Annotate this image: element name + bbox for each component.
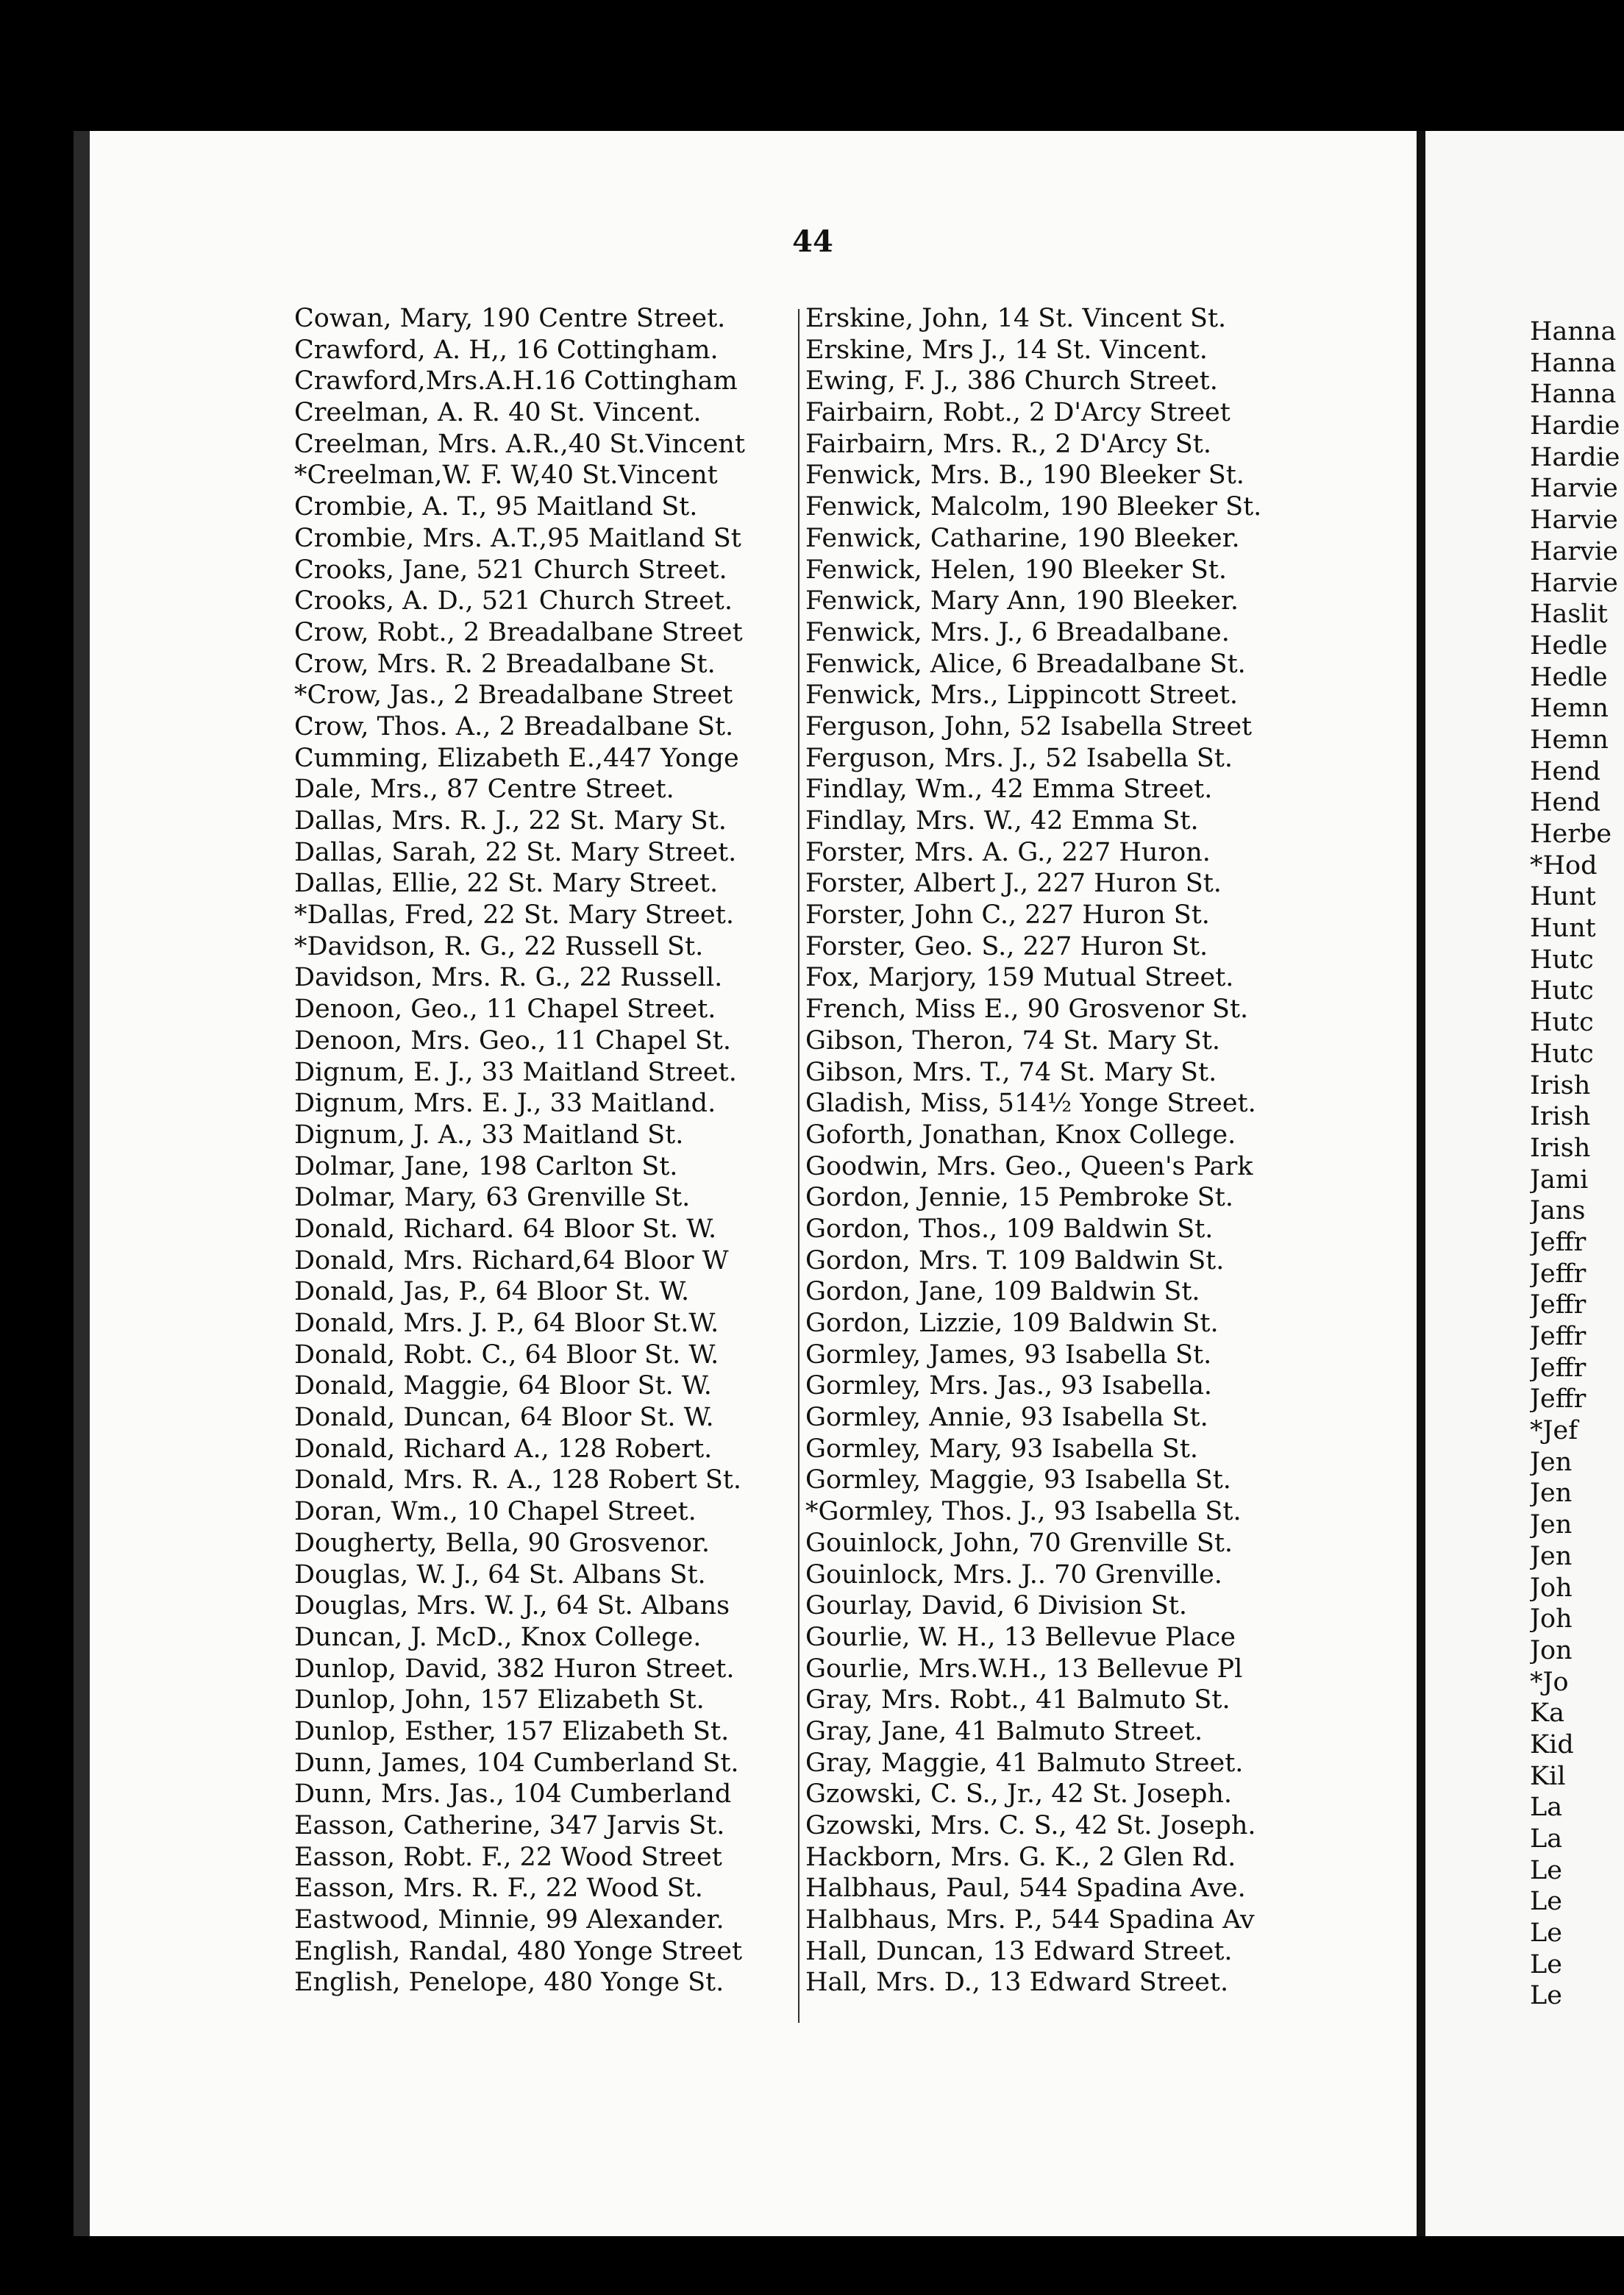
directory-entry: Le — [1530, 1855, 1562, 1885]
directory-entry: Gray, Mrs. Robt., 41 Balmuto St. — [805, 1685, 1231, 1715]
directory-entry: Fenwick, Catharine, 190 Bleeker. — [805, 523, 1240, 553]
directory-entry: Gourlay, David, 6 Division St. — [805, 1591, 1187, 1621]
directory-entry: Goodwin, Mrs. Geo., Queen's Park — [805, 1151, 1253, 1181]
directory-entry: Crow, Robt., 2 Breadalbane Street — [294, 617, 743, 647]
directory-entry: Ferguson, Mrs. J., 52 Isabella St. — [805, 743, 1233, 773]
page-number: 44 — [792, 224, 833, 259]
directory-entry: Douglas, W. J., 64 St. Albans St. — [294, 1559, 706, 1590]
directory-entry: Erskine, John, 14 St. Vincent St. — [805, 304, 1227, 333]
directory-entry: Halbhaus, Mrs. P., 544 Spadina Av — [805, 1905, 1255, 1935]
directory-entry: Dignum, J. A., 33 Maitland St. — [294, 1120, 684, 1150]
directory-entry: Gormley, Annie, 93 Isabella St. — [805, 1403, 1208, 1433]
directory-entry: Hedle — [1530, 662, 1608, 692]
directory-entry: Hunt — [1530, 914, 1596, 944]
directory-entry: Jen — [1530, 1447, 1573, 1477]
directory-entry: Gordon, Jane, 109 Baldwin St. — [805, 1277, 1200, 1307]
directory-entry: French, Miss E., 90 Grosvenor St. — [805, 995, 1249, 1025]
directory-entry: Fenwick, Mrs., Lippincott Street. — [805, 680, 1239, 711]
directory-entry: Fox, Marjory, 159 Mutual Street. — [805, 963, 1234, 993]
directory-entry: *Davidson, R. G., 22 Russell St. — [294, 931, 704, 961]
directory-entry: Easson, Catherine, 347 Jarvis St. — [294, 1811, 725, 1840]
directory-entry: Kid — [1530, 1729, 1574, 1760]
directory-entry: Hutc — [1530, 1039, 1594, 1069]
directory-entry: Jeffr — [1530, 1227, 1586, 1257]
directory-entry: Douglas, Mrs. W. J., 64 St. Albans — [294, 1591, 730, 1621]
directory-entry: Harvie — [1530, 474, 1618, 504]
directory-entry: Gormley, Maggie, 93 Isabella St. — [805, 1465, 1231, 1495]
directory-entry: Joh — [1530, 1573, 1573, 1603]
directory-entry: Jeffr — [1530, 1384, 1586, 1415]
directory-entry: Cowan, Mary, 190 Centre Street. — [294, 304, 726, 333]
directory-entry: La — [1530, 1824, 1563, 1854]
directory-entry: Forster, John C., 227 Huron St. — [805, 900, 1210, 931]
directory-entry: Dougherty, Bella, 90 Grosvenor. — [294, 1528, 710, 1558]
directory-entry: Jeffr — [1530, 1322, 1586, 1351]
directory-entry: Dunn, James, 104 Cumberland St. — [294, 1748, 739, 1778]
directory-entry: Dunn, Mrs. Jas., 104 Cumberland — [294, 1779, 732, 1810]
directory-entry: Fenwick, Malcolm, 190 Bleeker St. — [805, 492, 1262, 522]
directory-entry: Fairbairn, Robt., 2 D'Arcy Street — [805, 398, 1231, 428]
directory-entry: Irish — [1530, 1102, 1591, 1132]
directory-entry: Fenwick, Mrs. J., 6 Breadalbane. — [805, 617, 1230, 647]
directory-entry: Denoon, Mrs. Geo., 11 Chapel St. — [294, 1025, 731, 1056]
directory-entry: Jans — [1530, 1196, 1586, 1226]
directory-entry: Donald, Mrs. J. P., 64 Bloor St.W. — [294, 1309, 719, 1338]
directory-entry: Dunlop, David, 382 Huron Street. — [294, 1654, 735, 1684]
directory-entry: Dignum, E. J., 33 Maitland Street. — [294, 1057, 737, 1087]
directory-entry: English, Penelope, 480 Yonge St. — [294, 1968, 724, 1998]
directory-entry: Gouinlock, John, 70 Grenville St. — [805, 1528, 1233, 1558]
directory-entry: Le — [1530, 1887, 1562, 1917]
directory-entry: Creelman, Mrs. A.R.,40 St.Vincent — [294, 429, 745, 459]
directory-entry: Hutc — [1530, 944, 1594, 975]
directory-column-right-page — [1530, 316, 1624, 2012]
directory-entry: Forster, Albert J., 227 Huron St. — [805, 869, 1222, 899]
directory-entry: Donald, Richard. 64 Bloor St. W. — [294, 1214, 717, 1244]
directory-entry: Jen — [1530, 1541, 1573, 1571]
directory-entry: Gormley, Mrs. Jas., 93 Isabella. — [805, 1371, 1213, 1401]
directory-entry: Forster, Mrs. A. G., 227 Huron. — [805, 837, 1211, 867]
directory-entry: Donald, Mrs. R. A., 128 Robert St. — [294, 1465, 741, 1495]
directory-entry: Hend — [1530, 788, 1601, 818]
directory-entry: Crooks, Jane, 521 Church Street. — [294, 555, 727, 585]
directory-column-left — [294, 303, 798, 1999]
directory-entry: Dallas, Mrs. R. J., 22 St. Mary St. — [294, 806, 727, 836]
directory-entry: Fenwick, Mrs. B., 190 Bleeker St. — [805, 460, 1244, 491]
directory-entry: Ewing, F. J., 386 Church Street. — [805, 366, 1218, 396]
directory-entry: *Jef — [1530, 1416, 1578, 1446]
directory-entry: Ferguson, John, 52 Isabella Street — [805, 711, 1253, 741]
directory-entry: Dolmar, Jane, 198 Carlton St. — [294, 1151, 678, 1181]
directory-entry: Gibson, Mrs. T., 74 St. Mary St. — [805, 1057, 1217, 1087]
directory-entry: Easson, Robt. F., 22 Wood Street — [294, 1842, 722, 1872]
directory-entry: Hemn — [1530, 725, 1609, 755]
directory-entry: Eastwood, Minnie, 99 Alexander. — [294, 1905, 724, 1935]
directory-entry: Hardie — [1530, 411, 1620, 441]
directory-entry: Easson, Mrs. R. F., 22 Wood St. — [294, 1874, 703, 1904]
directory-entry: Donald, Mrs. Richard,64 Bloor W — [294, 1245, 729, 1275]
directory-entry: Hend — [1530, 756, 1601, 786]
directory-entry: Ka — [1530, 1698, 1565, 1729]
directory-entry: Haslit — [1530, 599, 1608, 630]
directory-entry: Hanna — [1530, 348, 1617, 378]
directory-entry: Hemn — [1530, 694, 1609, 724]
directory-entry: Fairbairn, Mrs. R., 2 D'Arcy St. — [805, 429, 1211, 459]
directory-entry: Hardie — [1530, 442, 1620, 472]
directory-entry: Gordon, Jennie, 15 Pembroke St. — [805, 1183, 1233, 1213]
directory-entry: Crow, Thos. A., 2 Breadalbane St. — [294, 711, 734, 741]
directory-entry: Donald, Richard A., 128 Robert. — [294, 1434, 713, 1464]
directory-entry: Crow, Mrs. R. 2 Breadalbane St. — [294, 649, 716, 679]
directory-entry: Cumming, Elizabeth E.,447 Yonge — [294, 743, 739, 773]
directory-entry: Hall, Duncan, 13 Edward Street. — [805, 1936, 1233, 1966]
directory-entry: Dale, Mrs., 87 Centre Street. — [294, 775, 674, 805]
directory-entry: Gzowski, C. S., Jr., 42 St. Joseph. — [805, 1779, 1233, 1810]
directory-entry: Jeffr — [1530, 1353, 1586, 1383]
directory-entry: Findlay, Wm., 42 Emma Street. — [805, 775, 1213, 805]
directory-entry: *Crow, Jas., 2 Breadalbane Street — [294, 680, 733, 711]
directory-entry: Fenwick, Alice, 6 Breadalbane St. — [805, 649, 1246, 679]
directory-entry: Hanna — [1530, 317, 1617, 346]
directory-entry: Gormley, James, 93 Isabella St. — [805, 1339, 1212, 1370]
directory-entry: Erskine, Mrs J., 14 St. Vincent. — [805, 335, 1208, 365]
directory-entry: Gordon, Thos., 109 Baldwin St. — [805, 1214, 1214, 1244]
directory-entry: Donald, Robt. C., 64 Bloor St. W. — [294, 1339, 719, 1370]
directory-entry: Hutc — [1530, 1008, 1594, 1038]
directory-entry: *Hod — [1530, 850, 1598, 880]
directory-column-middle — [805, 303, 1313, 1999]
directory-entry: Hall, Mrs. D., 13 Edward Street. — [805, 1968, 1229, 1998]
directory-entry: Fenwick, Mary Ann, 190 Bleeker. — [805, 586, 1239, 616]
directory-entry: Dunlop, Esther, 157 Elizabeth St. — [294, 1716, 730, 1746]
directory-entry: Hunt — [1530, 882, 1596, 912]
directory-entry: Kil — [1530, 1761, 1566, 1791]
directory-entry: Dunlop, John, 157 Elizabeth St. — [294, 1685, 705, 1715]
directory-entry: Creelman, A. R. 40 St. Vincent. — [294, 398, 702, 428]
column-divider — [798, 309, 799, 2023]
directory-entry: Dallas, Sarah, 22 St. Mary Street. — [294, 837, 737, 867]
directory-entry: Hutc — [1530, 976, 1594, 1006]
directory-entry: Donald, Maggie, 64 Bloor St. W. — [294, 1371, 712, 1401]
directory-entry: Doran, Wm., 10 Chapel Street. — [294, 1497, 697, 1527]
directory-entry: Davidson, Mrs. R. G., 22 Russell. — [294, 963, 723, 993]
directory-entry: *Gormley, Thos. J., 93 Isabella St. — [805, 1497, 1242, 1527]
directory-entry: Le — [1530, 1949, 1562, 1979]
directory-entry: Crawford,Mrs.A.H.16 Cottingham — [294, 366, 738, 396]
directory-entry: Irish — [1530, 1133, 1591, 1163]
directory-entry: Dolmar, Mary, 63 Grenville St. — [294, 1183, 691, 1213]
directory-entry: Crombie, A. T., 95 Maitland St. — [294, 492, 698, 522]
directory-entry: Jeffr — [1530, 1290, 1586, 1320]
directory-entry: Gladish, Miss, 514½ Yonge Street. — [805, 1089, 1256, 1119]
directory-entry: Herbe — [1530, 819, 1612, 849]
directory-entry: Denoon, Geo., 11 Chapel Street. — [294, 995, 716, 1025]
directory-entry: *Dallas, Fred, 22 St. Mary Street. — [294, 900, 734, 931]
directory-entry: Gibson, Theron, 74 St. Mary St. — [805, 1025, 1221, 1056]
directory-entry: Jami — [1530, 1164, 1589, 1195]
directory-entry: Gourlie, Mrs.W.H., 13 Bellevue Pl — [805, 1654, 1243, 1684]
directory-entry: Gray, Jane, 41 Balmuto Street. — [805, 1716, 1203, 1746]
directory-entry: La — [1530, 1793, 1563, 1823]
directory-entry: Jeffr — [1530, 1259, 1586, 1289]
directory-entry: Le — [1530, 1918, 1562, 1949]
directory-entry: Dignum, Mrs. E. J., 33 Maitland. — [294, 1089, 716, 1119]
directory-entry: Gzowski, Mrs. C. S., 42 St. Joseph. — [805, 1811, 1256, 1840]
directory-entry: Harvie — [1530, 505, 1618, 536]
directory-entry: English, Randal, 480 Yonge Street — [294, 1936, 743, 1966]
directory-entry: Fenwick, Helen, 190 Bleeker St. — [805, 555, 1227, 585]
directory-entry: Gormley, Mary, 93 Isabella St. — [805, 1434, 1199, 1464]
directory-entry: Donald, Duncan, 64 Bloor St. W. — [294, 1403, 714, 1433]
directory-entry: Goforth, Jonathan, Knox College. — [805, 1120, 1236, 1150]
directory-entry: Gordon, Mrs. T. 109 Baldwin St. — [805, 1245, 1225, 1275]
directory-entry: Gray, Maggie, 41 Balmuto Street. — [805, 1748, 1244, 1778]
directory-entry: Gordon, Lizzie, 109 Baldwin St. — [805, 1309, 1219, 1338]
directory-entry: Crawford, A. H,, 16 Cottingham. — [294, 335, 719, 365]
directory-entry: *Creelman,W. F. W,40 St.Vincent — [294, 460, 718, 491]
directory-entry: Irish — [1530, 1070, 1591, 1100]
directory-entry: Duncan, J. McD., Knox College. — [294, 1622, 702, 1652]
directory-entry: Forster, Geo. S., 227 Huron St. — [805, 931, 1208, 961]
directory-entry: Findlay, Mrs. W., 42 Emma St. — [805, 806, 1199, 836]
directory-entry: Hanna — [1530, 380, 1617, 410]
directory-entry: Harvie — [1530, 568, 1618, 598]
directory-entry: Donald, Jas, P., 64 Bloor St. W. — [294, 1277, 690, 1307]
book-spine — [1417, 131, 1425, 2236]
directory-entry: Crombie, Mrs. A.T.,95 Maitland St — [294, 523, 741, 553]
directory-entry: Jen — [1530, 1510, 1573, 1540]
directory-entry: Hedle — [1530, 630, 1608, 661]
directory-entry: Joh — [1530, 1604, 1573, 1634]
directory-entry: Gouinlock, Mrs. J.. 70 Grenville. — [805, 1559, 1222, 1590]
directory-entry: Jon — [1530, 1635, 1573, 1665]
directory-entry: Le — [1530, 1981, 1562, 2011]
directory-entry: Gourlie, W. H., 13 Bellevue Place — [805, 1622, 1236, 1652]
directory-entry: Halbhaus, Paul, 544 Spadina Ave. — [805, 1874, 1246, 1904]
directory-entry: Jen — [1530, 1479, 1573, 1509]
directory-entry: Hackborn, Mrs. G. K., 2 Glen Rd. — [805, 1842, 1236, 1872]
directory-entry: Harvie — [1530, 536, 1618, 566]
directory-entry: Dallas, Ellie, 22 St. Mary Street. — [294, 869, 719, 899]
directory-entry: Crooks, A. D., 521 Church Street. — [294, 586, 733, 616]
directory-entry: *Jo — [1530, 1667, 1569, 1697]
